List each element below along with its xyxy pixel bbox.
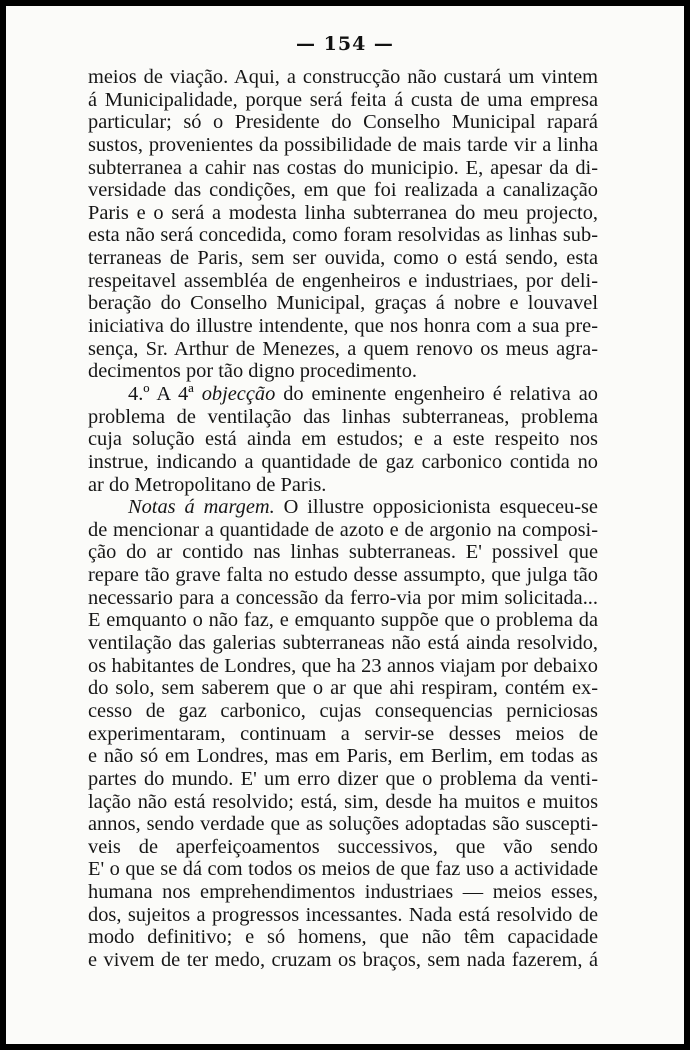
- text-line: e não só em Londres, mas em Paris, em Berlim, em todas as: [88, 745, 598, 768]
- text-line: E' o que se dá com todos os meios de que faz uso a actividade: [88, 858, 598, 881]
- text-line: annos, sendo verdade que as soluções adoptadas são suscepti-: [88, 813, 598, 836]
- document-page: [6, 6, 684, 1044]
- text-line: ar do Metropolitano de Paris.: [88, 473, 327, 496]
- text-line: Notas á margem. O illustre opposicionista esqueceu-se: [128, 496, 598, 519]
- text-line: 4.º A 4ª objecção do eminente engenheiro é relativa ao: [128, 382, 598, 405]
- text-line: sustos, provenientes da possibilidade de mais tarde vir a linha: [88, 133, 598, 156]
- text-line: beração do Conselho Municipal, graças á nobre e louvavel: [88, 292, 598, 315]
- text-line: E emquanto o não faz, e emquanto suppõe que o problema da: [88, 609, 598, 632]
- text-line: e vivem de ter medo, cruzam os braços, sem nada fazerem, á: [88, 948, 598, 971]
- text-line: Paris e o será a modesta linha subterranea do meu projecto,: [88, 201, 598, 224]
- text-line: veis de aperfeiçoamentos successivos, que vão sendo: [88, 835, 598, 858]
- text-line: versidade das condições, em que foi realizada a canalização: [88, 179, 598, 202]
- text-line: lação não está resolvido; está, sim, desde ha muitos e muitos: [88, 790, 598, 813]
- text-line: partes do mundo. E' um erro dizer que o problema da venti-: [88, 767, 598, 790]
- text-line: respeitavel assembléa de engenheiros e industriaes, por deli-: [88, 269, 598, 292]
- text-line: modo definitivo; e só homens, que não têm capacidade: [88, 926, 598, 949]
- page-number: — 154 —: [296, 33, 394, 55]
- text-line: cuja solução está ainda em estudos; e a este respeito nos: [88, 428, 598, 451]
- body-text: [88, 66, 598, 972]
- text-line: sença, Sr. Arthur de Menezes, a quem renovo os meus agra-: [88, 337, 598, 360]
- text-line: dos, sujeitos a progressos incessantes. Nada está resolvido de: [88, 903, 598, 926]
- text-line: instrue, indicando a quantidade de gaz carbonico contida no: [88, 450, 598, 473]
- text-line: decimentos por tão digno procedimento.: [88, 360, 417, 383]
- text-line: iniciativa do illustre intendente, que nos honra com a sua pre-: [88, 315, 598, 338]
- text-line: terraneas de Paris, sem ser ouvida, como o está sendo, esta: [88, 247, 598, 270]
- text-line: problema de ventilação das linhas subterraneas, problema: [88, 405, 598, 428]
- text-line: experimentaram, continuam a servir-se desses meios de: [88, 722, 598, 745]
- text-line: esta não será concedida, como foram resolvidas as linhas sub-: [88, 224, 598, 247]
- text-line: subterranea a cahir nas costas do municipio. E, apesar da di-: [88, 156, 598, 179]
- text-line: os habitantes de Londres, que ha 23 annos viajam por debaixo: [88, 654, 598, 677]
- text-line: á Municipalidade, porque será feita á custa de uma empresa: [88, 88, 598, 111]
- text-line: cesso de gaz carbonico, cujas consequencias perniciosas: [88, 699, 598, 722]
- text-line: humana nos emprehendimentos industriaes — meios esses,: [88, 881, 598, 904]
- text-line: do solo, sem saberem que o ar que ahi respiram, contém ex-: [88, 677, 598, 700]
- text-line: de mencionar a quantidade de azoto e de argonio na composi-: [88, 518, 598, 541]
- text-line: repare tão grave falta no estudo desse assumpto, que julga tão: [88, 564, 598, 587]
- text-line: particular; só o Presidente do Conselho Municipal rapará: [88, 111, 598, 134]
- text-line: necessario para a concessão da ferro-via por mim solicitada...: [88, 586, 598, 609]
- text-line: ventilação das galerias subterraneas não está ainda resolvido,: [88, 632, 598, 655]
- text-line: ção do ar contido nas linhas subterraneas. E' possivel que: [88, 541, 598, 564]
- text-line: meios de viação. Aqui, a construcção não custará um vintem: [88, 66, 598, 88]
